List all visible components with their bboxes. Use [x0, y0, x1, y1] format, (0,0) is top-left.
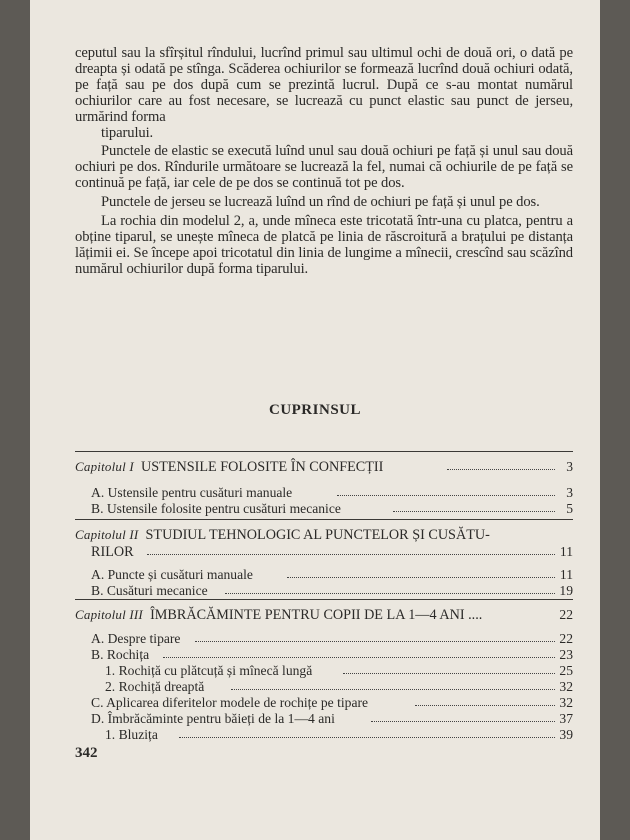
toc-leader: [337, 495, 555, 496]
toc-chapter-2-title: STUDIUL TEHNOLOGIC AL PUNCTELOR ȘI CUSĂTU-: [145, 527, 490, 543]
toc-separator-2: [75, 599, 573, 600]
toc-chapter-3-title: ÎMBRĂCĂMINTE PENTRU COPII DE LA 1—4 ANI ....: [150, 607, 483, 623]
toc-chapter-3: [75, 607, 573, 623]
toc-entry: [75, 695, 573, 711]
toc-chapter-2: [75, 527, 573, 543]
toc-entry: [75, 663, 573, 679]
book-page: [30, 0, 600, 840]
toc-entry: [75, 727, 573, 743]
toc-chapter-2-label: Capitolul II: [75, 527, 139, 542]
toc-leader: [147, 554, 555, 555]
toc-entry-page: 32: [559, 679, 573, 694]
toc-chapter-2-page: 11: [559, 544, 573, 559]
toc-entry-text: C. Aplicarea diferitelor modele de rochițe pe tipare: [91, 695, 369, 710]
toc-entry-page: 19: [559, 583, 573, 598]
toc-leader: [393, 511, 555, 512]
toc-entry: [75, 631, 573, 647]
toc-entry-page: 37: [559, 711, 573, 726]
toc-entry-page: 5: [566, 501, 573, 516]
toc-leader: [415, 705, 555, 706]
toc-entry: [75, 583, 573, 599]
toc-entry-text: B. Cusături mecanice: [91, 583, 208, 598]
toc-leader: [231, 689, 555, 690]
toc-entry-text: 1. Bluzița: [105, 727, 158, 742]
toc-entry-text: B. Ustensile folosite pentru cusături mecanice: [91, 501, 341, 516]
toc-entry-page: 22: [559, 631, 573, 646]
toc-separator-1: [75, 519, 573, 520]
toc-leader: [225, 593, 555, 594]
toc-chapter-1: [75, 459, 573, 475]
paragraph-1-tail: tiparului.: [101, 124, 154, 141]
toc-leader: [287, 577, 555, 578]
toc-entry-text: A. Despre tipare: [91, 631, 181, 646]
toc-leader: [163, 657, 555, 658]
toc-entry-page: 11: [559, 567, 573, 582]
toc-entry-text: 1. Rochiță cu plătcuță și mînecă lungă: [105, 663, 313, 678]
toc-top-rule: [75, 451, 573, 452]
toc-chapter-1-label: Capitolul I: [75, 459, 134, 474]
toc-entry-page: 23: [559, 647, 573, 662]
toc-entry-text: 2. Rochiță dreaptă: [105, 679, 205, 694]
toc-chapter-2-cont: [75, 544, 573, 560]
toc-entry-page: 25: [559, 663, 573, 678]
toc-entry: [75, 501, 573, 517]
toc-entry-page: 39: [559, 727, 573, 742]
paragraph-1: [75, 46, 573, 141]
toc-entry: [75, 647, 573, 663]
toc-entry: [75, 567, 573, 583]
body-text: [75, 46, 573, 281]
toc-entry: [75, 485, 573, 501]
toc-chapter-3-label: Capitolul III: [75, 607, 143, 622]
toc-leader: [371, 721, 555, 722]
toc-chapter-1-title: USTENSILE FOLOSITE ÎN CONFECȚII: [141, 459, 384, 475]
toc-chapter-1-page: 3: [566, 459, 573, 474]
toc-entry-text: B. Rochița: [91, 647, 150, 662]
toc-entry-page: 3: [566, 485, 573, 500]
toc-chapter-3-page: 22: [559, 607, 573, 622]
paragraph-2: Punctele de elastic se execută luînd unul sau două ochiuri pe față și unul sau două ochiuri pe dos. Rîndurile următoare se lucrează la fel, numai că ochiurile de pe față se continuă pe față, iar cele de pe dos se continuă tot pe dos.: [75, 143, 573, 192]
toc-entry-text: A. Puncte și cusături manuale: [91, 567, 253, 582]
toc-entry-page: 32: [559, 695, 573, 710]
paragraph-3: Punctele de jerseu se lucrează luînd un rînd de ochiuri pe față și unul pe dos.: [101, 194, 540, 211]
toc-entry: [75, 711, 573, 727]
toc-leader: [343, 673, 555, 674]
toc-leader: [179, 737, 555, 738]
toc-entry-text: A. Ustensile pentru cusături manuale: [91, 485, 293, 500]
page-number: 342: [75, 745, 98, 761]
toc-leader: [195, 641, 555, 642]
toc-leader: [447, 469, 555, 470]
toc-chapter-2-title-cont: RILOR: [91, 544, 134, 560]
paragraph-1-text: ceputul sau la sfîrșitul rîndului, lucrînd primul sau ultimul ochi de două ori, o dată pe dreapta și odată pe stînga. Scăderea ochiurilor se formează lucrînd două ochiuri odată, pe față sau pe dos după cum se prezintă lucrul. După ce s-au montat numărul ochiurilor care au fost necesare, se lucrează cu punct elastic sau punct de jerseu, urmărind forma: [75, 45, 573, 125]
toc-title: CUPRINSUL: [268, 402, 361, 418]
toc-entry: [75, 679, 573, 695]
toc-entry-text: D. Îmbrăcăminte pentru băieți de la 1—4 ani: [91, 711, 335, 726]
paragraph-4: La rochia din modelul 2, a, unde mîneca este tricotată într-una cu platca, pentru a obține tiparul, se unește mîneca de platcă pe linia de răscroitură a brațului pe distanța lățimii ei. Se începe apoi tricotatul din linia de lungime a mînecii, crescînd sau scăzînd numărul ochiurilor după forma tiparului.: [75, 213, 573, 277]
